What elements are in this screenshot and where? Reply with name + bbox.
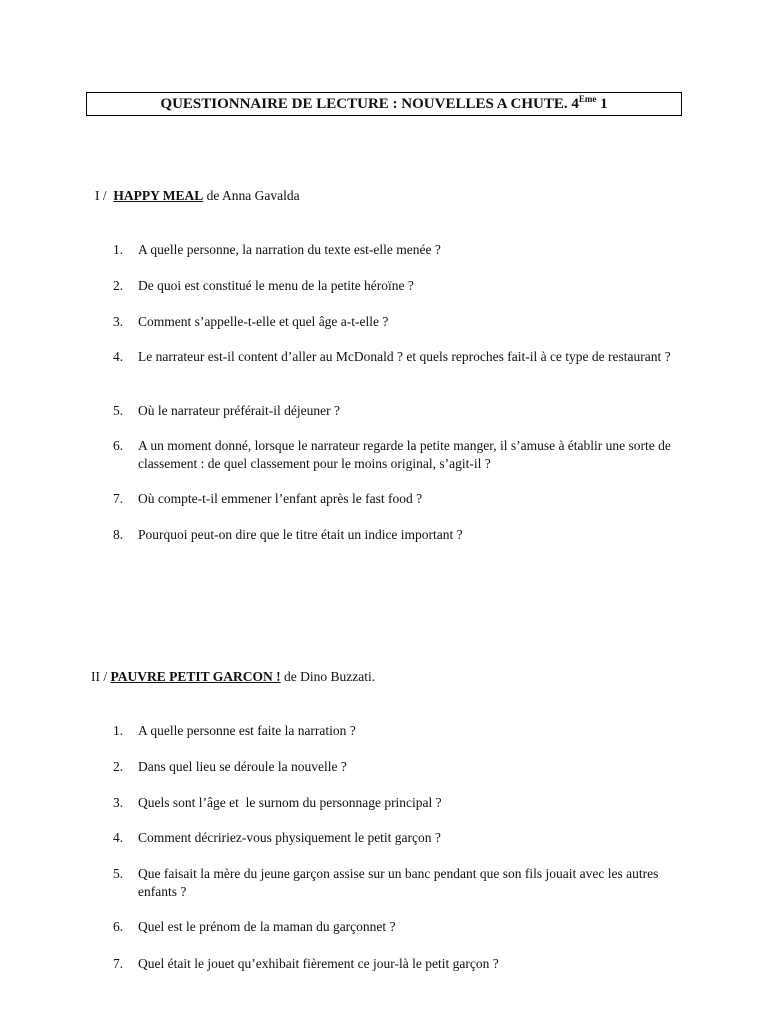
question-number: 3. (113, 795, 124, 810)
question-number: 6. (113, 919, 124, 934)
question-number: 4. (113, 349, 124, 364)
section2-question-3 (113, 794, 693, 812)
question-number: 1. (113, 723, 124, 738)
question-text: A quelle personne est faite la narration ? (138, 723, 356, 738)
question-number: 5. (113, 403, 124, 418)
section2-author: de Dino Buzzati. (280, 669, 376, 684)
section1-question-2 (113, 277, 693, 295)
section1-heading (95, 188, 300, 204)
section1-author: de Anna Gavalda (203, 188, 300, 203)
section1-question-1 (113, 241, 693, 259)
question-text: Quels sont l’âge et le surnom du personnage principal ? (138, 795, 442, 810)
section2-question-2 (113, 758, 693, 776)
question-number: 2. (113, 759, 124, 774)
question-text: Comment décririez-vous physiquement le petit garçon ? (138, 830, 441, 845)
section2-question-5 (113, 865, 693, 901)
title-class-number: 1 (596, 96, 608, 112)
section2-question-7 (113, 955, 693, 973)
question-text: Dans quel lieu se déroule la nouvelle ? (138, 759, 347, 774)
question-number: 6. (113, 438, 124, 453)
section1-question-5 (113, 402, 693, 420)
question-text: Comment s’appelle-t-elle et quel âge a-t-elle ? (138, 314, 389, 329)
question-number: 2. (113, 278, 124, 293)
section2-question-1 (113, 722, 693, 740)
question-text: A quelle personne, la narration du texte est-elle menée ? (138, 242, 441, 257)
section1-question-3 (113, 313, 693, 331)
question-text: Pourquoi peut-on dire que le titre était un indice important ? (138, 527, 463, 542)
section1-number: I / (95, 188, 114, 203)
question-number: 8. (113, 527, 124, 542)
section2-story-title: PAUVRE PETIT GARCON ! (110, 669, 281, 684)
section2-question-6 (113, 918, 693, 936)
question-text: Que faisait la mère du jeune garçon assise sur un banc pendant que son fils jouait avec les autres enfants ? (138, 866, 659, 899)
section1-story-title: HAPPY MEAL (113, 188, 204, 203)
section1-question-7 (113, 490, 693, 508)
section1-question-6 (113, 437, 693, 473)
section1-question-4 (113, 348, 693, 366)
question-text: Le narrateur est-il content d’aller au McDonald ? et quels reproches fait-il à ce type de restaurant ? (138, 349, 671, 364)
question-text: Quel est le prénom de la maman du garçonnet ? (138, 919, 396, 934)
section2-heading (91, 669, 375, 685)
question-number: 4. (113, 830, 124, 845)
section1-question-8 (113, 526, 693, 544)
question-number: 7. (113, 956, 124, 971)
section2-number: II / (91, 669, 111, 684)
question-number: 3. (113, 314, 124, 329)
section2-question-4 (113, 829, 693, 847)
question-text: Quel était le jouet qu’exhibait fièrement ce jour-là le petit garçon ? (138, 956, 499, 971)
question-text: Où le narrateur préférait-il déjeuner ? (138, 403, 341, 418)
question-number: 5. (113, 866, 124, 881)
question-text: De quoi est constitué le menu de la petite héroïne ? (138, 278, 414, 293)
title-text: QUESTIONNAIRE DE LECTURE : NOUVELLES A CHUTE. 4 (160, 96, 579, 112)
page-title (86, 92, 682, 116)
title-superscript: Eme (578, 94, 597, 104)
question-text: A un moment donné, lorsque le narrateur regarde la petite manger, il s’amuse à établir une sorte de classement : de quel classement pour le moins original, s’agit-il ? (138, 438, 671, 471)
question-number: 1. (113, 242, 124, 257)
question-number: 7. (113, 491, 124, 506)
question-text: Où compte-t-il emmener l’enfant après le fast food ? (138, 491, 423, 506)
